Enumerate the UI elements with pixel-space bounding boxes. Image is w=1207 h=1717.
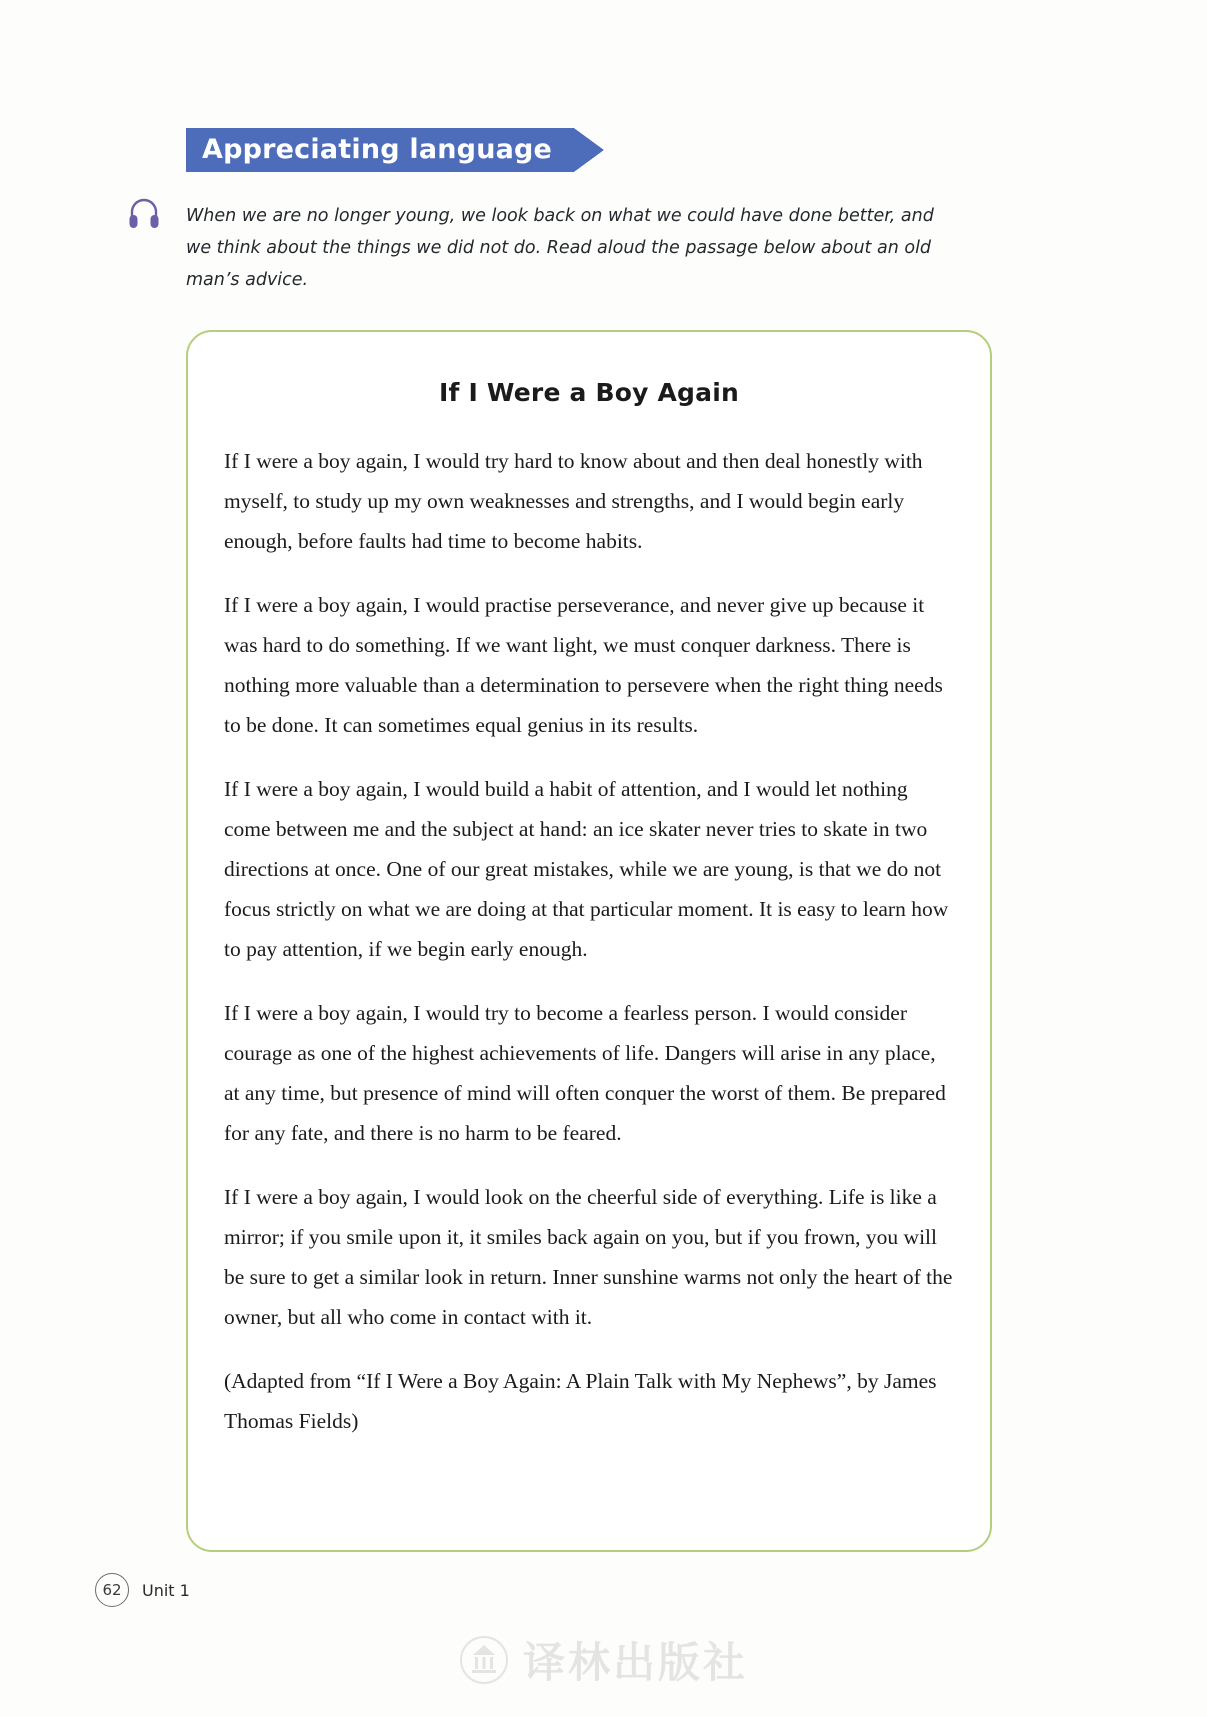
passage-title: If I Were a Boy Again [438, 378, 739, 407]
publisher-logo-icon [459, 1635, 509, 1685]
passage-paragraph: If I were a boy again, I would build a habit of attention, and I would let nothing come between me and the subject at hand: an ice skater never tries to skate in two directions at once. One of our great mistakes, while we are young, is that we do not focus strictly on what we are doing at that particular moment. It is easy to learn how to pay attention, if we begin early enough. [224, 777, 949, 961]
instruction-text: When we are no longer young, we look back on what we could have done better, and we think about the things we did not do. Read aloud the passage below about an old man’s advice. [186, 206, 934, 290]
section-banner-title: Appreciating language [186, 128, 574, 172]
page-number: 62 [95, 1573, 129, 1607]
page-footer [95, 1573, 190, 1607]
passage-paragraph: If I were a boy again, I would practise perseverance, and never give up because it was hard to do something. If we want light, we must conquer darkness. There is nothing more valuable than a determination to persevere when the right thing needs to be done. It can sometimes equal genius in its results. [224, 593, 943, 737]
passage-box [186, 330, 992, 1552]
headphones-icon [127, 196, 161, 230]
passage-paragraph: If I were a boy again, I would try hard to know about and then deal honestly with myself, to study up my own weaknesses and strengths, and I would begin early enough, before faults had time to become habits. [224, 449, 923, 553]
passage-paragraph: If I were a boy again, I would try to become a fearless person. I would consider courage as one of the highest achievements of life. Dangers will arise in any place, at any time, but presence of mind will often conquer the worst of them. Be prepared for any fate, and there is no harm to be feared. [224, 1001, 946, 1145]
passage-source: (Adapted from “If I Were a Boy Again: A Plain Talk with My Nephews”, by James Thomas Fields) [224, 1369, 937, 1433]
publisher-name: 译林出版社 [522, 1638, 748, 1687]
section-banner [186, 128, 604, 172]
passage-paragraph: If I were a boy again, I would look on the cheerful side of everything. Life is like a mirror; if you smile upon it, it smiles back again on you, but if you frown, you will be sure to get a similar look in return. Inner sunshine warms not only the heart of the owner, but all who come in contact with it. [224, 1185, 953, 1329]
passage-body [224, 441, 954, 1441]
unit-label: Unit 1 [142, 1580, 190, 1600]
publisher-watermark [0, 1630, 1207, 1690]
section-banner-tail [574, 128, 604, 172]
